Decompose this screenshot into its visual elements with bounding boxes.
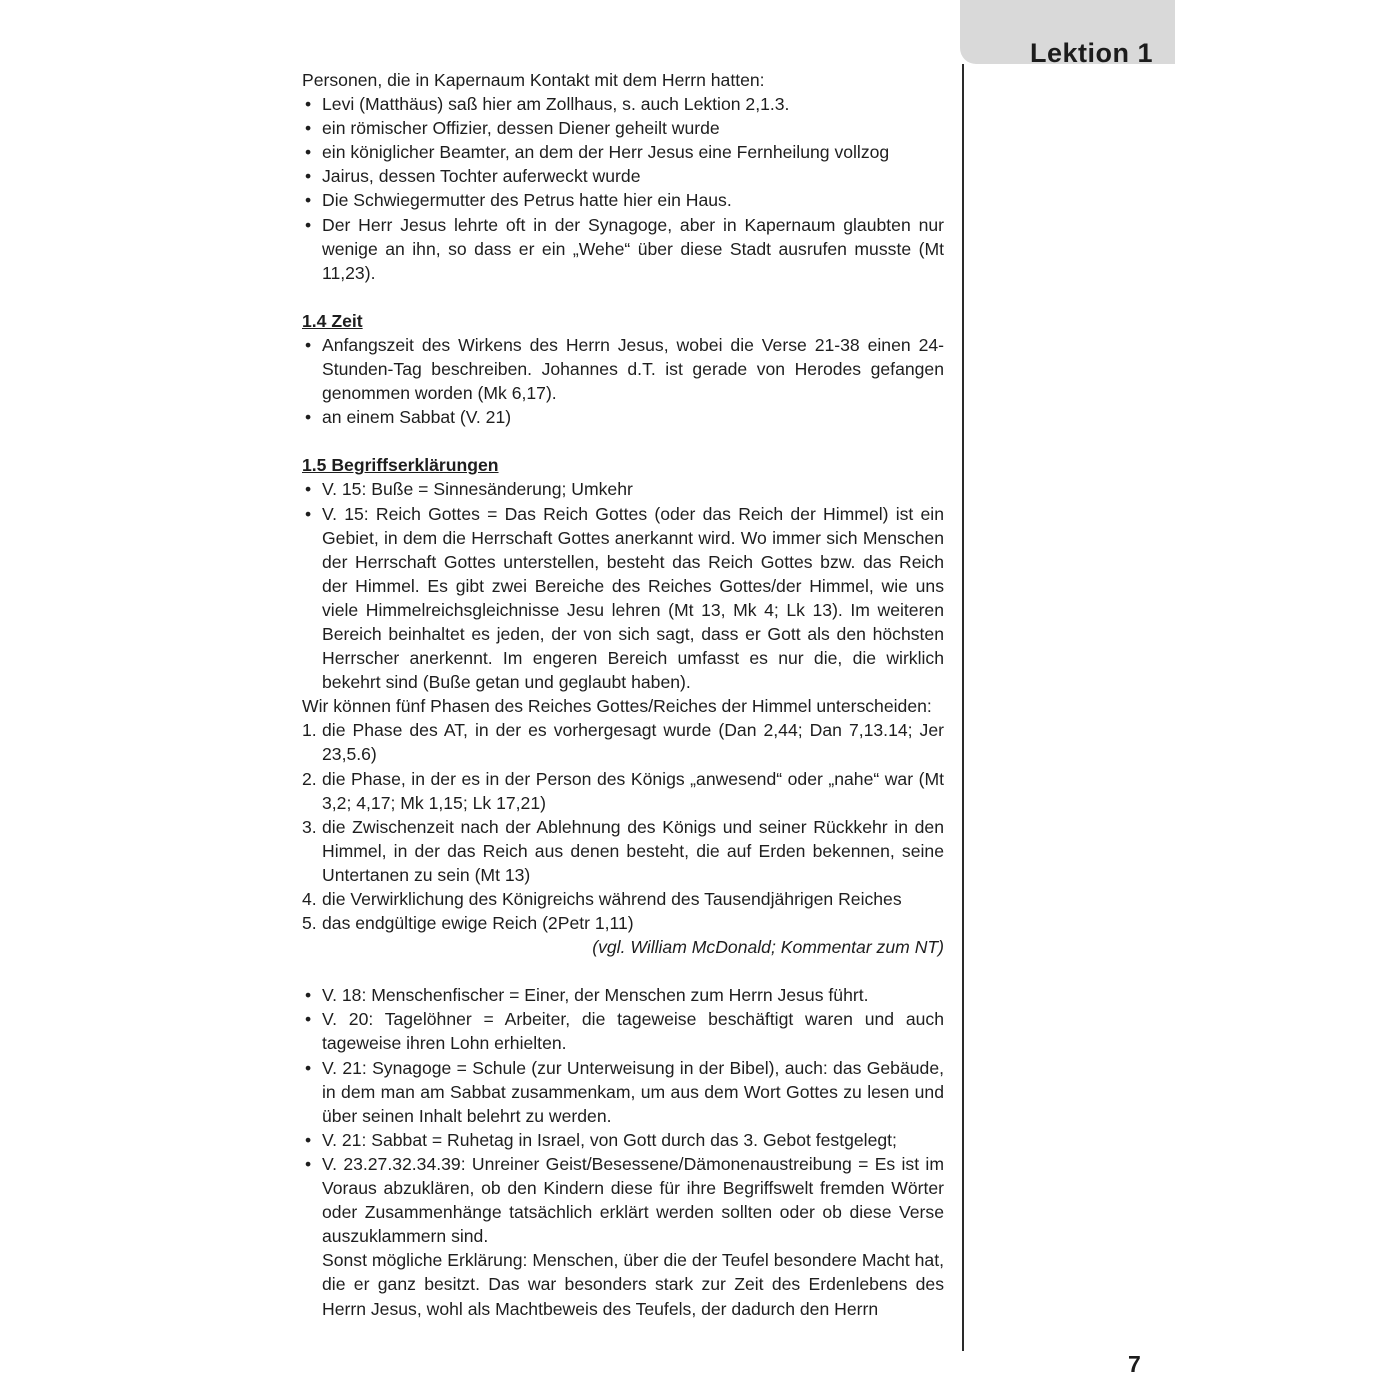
list-item: • V. 20: Tagelöhner = Arbeiter, die tageweise beschäftigt waren und auch tageweise ihren Lohn erhielten. xyxy=(302,1007,944,1055)
list-item xyxy=(302,815,944,887)
persons-list xyxy=(302,92,944,285)
phases-intro: Wir können fünf Phasen des Reiches Gottes/Reiches der Himmel unterscheiden: xyxy=(302,696,932,717)
list-item: • an einem Sabbat (V. 21) xyxy=(302,405,944,429)
list-item: • ein königlicher Beamter, an dem der Herr Jesus eine Fernheilung vollzog xyxy=(302,140,944,164)
list-text: die Zwischenzeit nach der Ablehnung des Königs und seiner Rückkehr in den Himmel, in der das Reich aus denen besteht, die auf Erden bekennen, seine Untertanen zu sein (Mt 13) xyxy=(322,816,944,885)
list-text: die Phase des AT, in der es vorhergesagt wurde (Dan 2,44; Dan 7,13.14; Jer 23,5.6) xyxy=(322,720,944,765)
page-number: 7 xyxy=(1128,1351,1141,1377)
section-heading-zeit: 1.4 Zeit xyxy=(302,310,363,331)
list-item: • V. 21: Synagoge = Schule (zur Unterweisung in der Bibel), auch: das Gebäude, in dem man am Sabbat zusammenkam, um aus dem Wort Gottes zu lesen und über seinen Inhalt belehrt zu werden. xyxy=(302,1056,944,1128)
list-item: • Die Schwiegermutter des Petrus hatte hier ein Haus. xyxy=(302,188,944,212)
list-text: das endgültige ewige Reich (2Petr 1,11) xyxy=(322,913,634,934)
begriffe-list-b xyxy=(302,983,944,1248)
list-text: die Verwirklichung des Königreichs während des Tausendjährigen Reiches xyxy=(322,889,902,909)
list-item: • Jairus, dessen Tochter auferweckt wurde xyxy=(302,164,944,188)
zeit-list xyxy=(302,333,944,429)
list-item: • V. 15: Buße = Sinnesänderung; Umkehr xyxy=(302,477,944,501)
citation: (vgl. William McDonald; Kommentar zum NT) xyxy=(592,937,944,958)
list-number: 5. xyxy=(302,913,317,934)
list-item: • V. 23.27.32.34.39: Unreiner Geist/Besessene/Dämonenaustreibung = Es ist im Voraus abzuklären, ob den Kindern diese für ihre Begriffswelt fremden Wörter oder Zusammenhänge tatsächlich erklärt werden sollten oder ob diese Verse auszuklammern sind. xyxy=(302,1152,944,1248)
list-item xyxy=(302,767,944,815)
list-item: • Der Herr Jesus lehrte oft in der Synagoge, aber in Kapernaum glaubten nur wenige an ihn, so dass er ein „Wehe“ über diese Stadt ausrufen musste (Mt 11,23). xyxy=(302,213,944,285)
list-item: • V. 21: Sabbat = Ruhetag in Israel, von Gott durch das 3. Gebot festgelegt; xyxy=(302,1128,944,1152)
section-heading-begriffe: 1.5 Begriffserklärungen xyxy=(302,455,499,476)
begriffe-list-a xyxy=(302,477,944,694)
list-item xyxy=(302,911,944,935)
list-item: • V. 18: Menschenfischer = Einer, der Menschen zum Herrn Jesus führt. xyxy=(302,983,944,1007)
continuation-paragraph: Sonst mögliche Erklärung: Menschen, über die der Teufel besondere Macht hat, die er ganz besitzt. Das war besonders stark zur Zeit des Erdenlebens des Herrn Jesus, wohl als Machtbeweis des Teufels, der dadurch den Herrn xyxy=(322,1250,944,1319)
list-number: 1. xyxy=(302,720,317,741)
list-text: die Phase, in der es in der Person des Königs „anwesend“ oder „nahe“ war (Mt 3,2; 4,17; Mk 1,15; Lk 17,21) xyxy=(322,768,944,813)
list-item: • Anfangszeit des Wirkens des Herrn Jesus, wobei die Verse 21-38 einen 24-Stunden-Tag beschreiben. Johannes d.T. ist gerade von Herodes gefangen genommen worden (Mk 6,17). xyxy=(302,333,944,405)
margin-rule xyxy=(962,64,964,1351)
list-item: • ein römischer Offizier, dessen Diener geheilt wurde xyxy=(302,116,944,140)
lesson-label: Lektion 1 xyxy=(1030,38,1154,68)
page-content xyxy=(302,68,944,1321)
list-number: 4. xyxy=(302,889,317,909)
list-item: • V. 15: Reich Gottes = Das Reich Gottes (oder das Reich der Himmel) ist ein Gebiet, in dem die Herrschaft Gottes anerkannt wird. Wo immer sich Menschen der Herrschaft Gottes unterstellen, besteht das Reich Gottes bzw. das Reich der Himmel. Es gibt zwei Bereiche des Reiches Gottes/der Himmel, wie uns viele Himmelreichsgleichnisse Jesu lehren (Mt 13, Mk 4; Lk 13). Im weiteren Bereich beinhaltet es jeden, der von sich sagt, dass er Gott als den höchsten Herrscher anerkennt. Im engeren Bereich umfasst es nur die, die wirklich bekehrt sind (Buße getan und geglaubt haben). xyxy=(302,502,944,695)
list-item xyxy=(302,887,944,911)
list-number: 3. xyxy=(302,816,317,837)
list-item: • Levi (Matthäus) saß hier am Zollhaus, s. auch Lektion 2,1.3. xyxy=(302,92,944,116)
list-item xyxy=(302,718,944,766)
phases-list xyxy=(302,718,944,935)
list-number: 2. xyxy=(302,768,317,789)
persons-intro: Personen, die in Kapernaum Kontakt mit dem Herrn hatten: xyxy=(302,70,765,90)
